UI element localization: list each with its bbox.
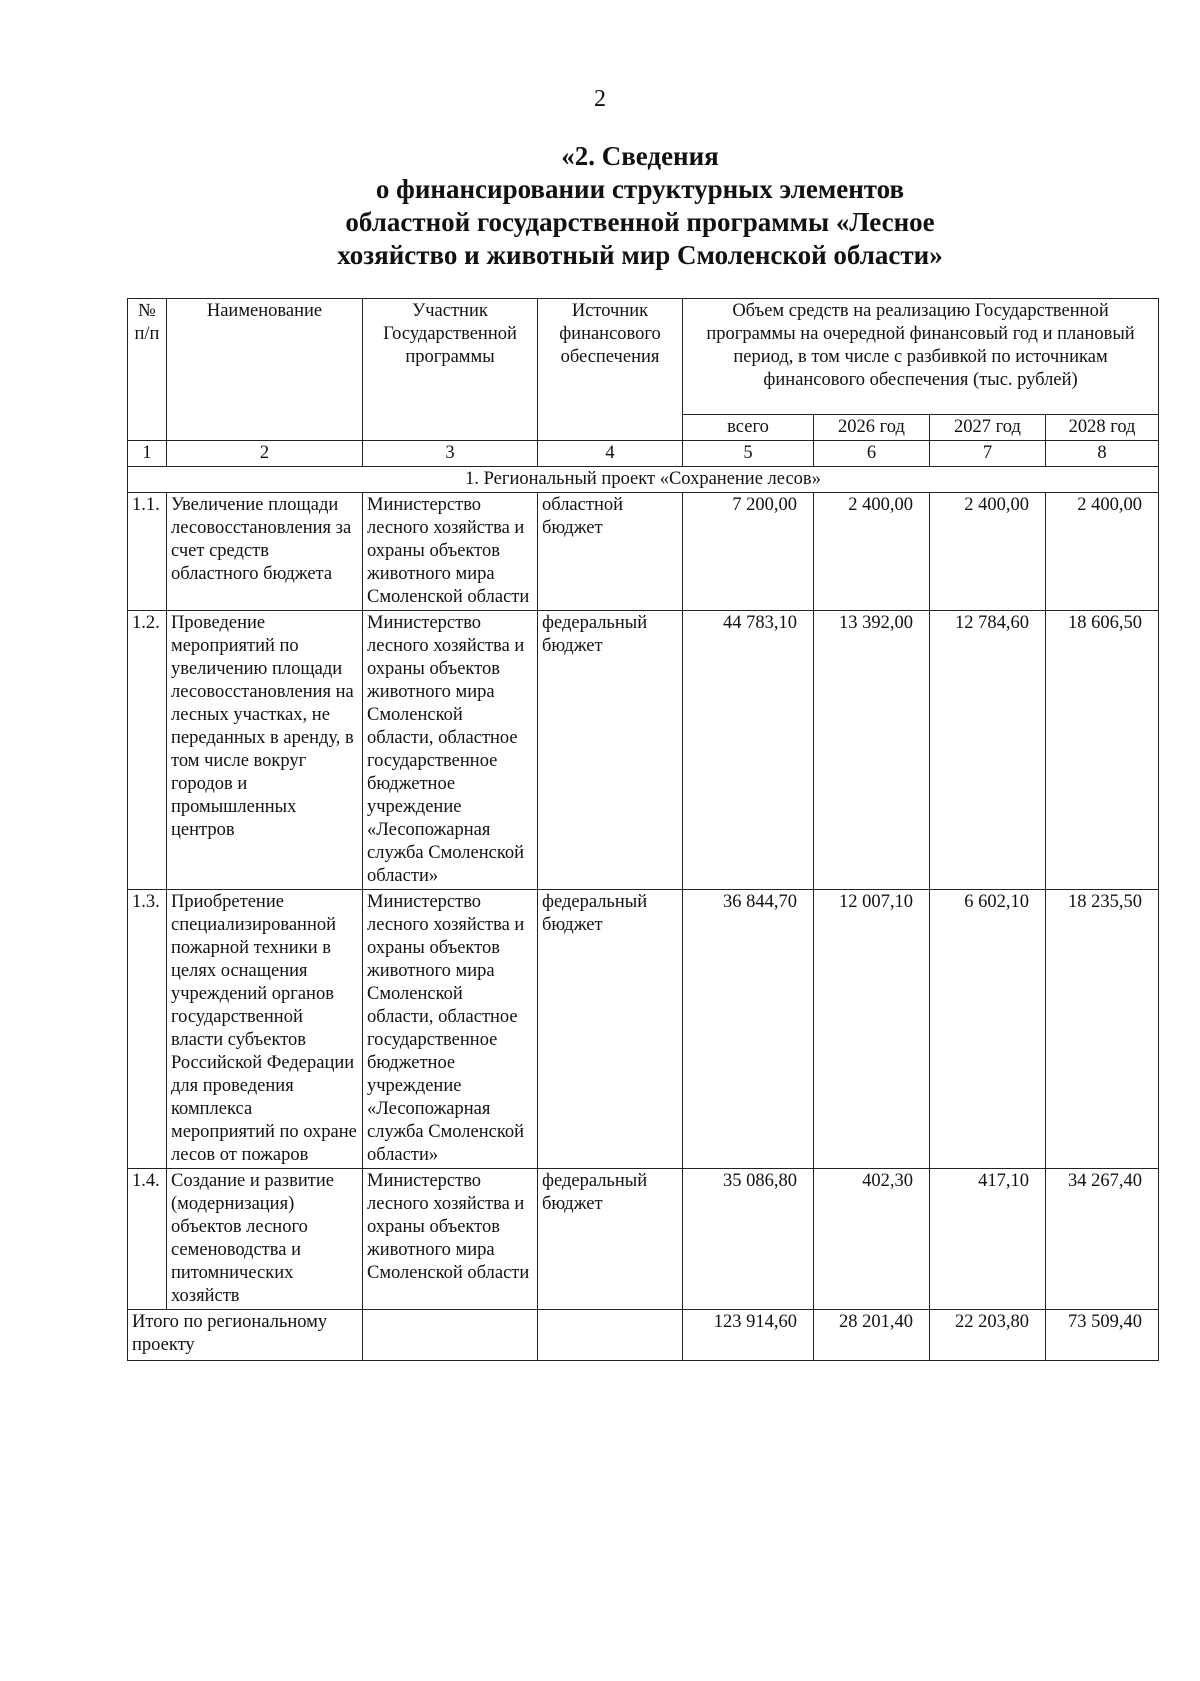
table-row bbox=[128, 1169, 1159, 1310]
row-name: Проведение мероприятий по увеличению площади лесовосстановления на лесных участках, не переданных в аренду, в том числе вокруг городов и промышленных центров bbox=[167, 611, 363, 890]
row-participant: Министерство лесного хозяйства и охраны объектов животного мира Смоленской области bbox=[363, 1169, 538, 1310]
row-name: Создание и развитие (модернизация) объектов лесного семеноводства и питомнических хозяйств bbox=[167, 1169, 363, 1310]
header-total: всего bbox=[683, 415, 814, 441]
row-2027: 2 400,00 bbox=[930, 493, 1046, 611]
summary-2026: 28 201,40 bbox=[814, 1310, 930, 1361]
row-2027: 6 602,10 bbox=[930, 890, 1046, 1169]
header-volume: Объем средств на реализацию Государственной программы на очередной финансовый год и плановый период, в том числе с разбивкой по источникам финансового обеспечения (тыс. рублей) bbox=[683, 299, 1159, 415]
summary-row bbox=[128, 1310, 1159, 1361]
row-source: федеральный бюджет bbox=[538, 890, 683, 1169]
header-name: Наименование bbox=[167, 299, 363, 441]
column-index: 1 bbox=[128, 441, 167, 467]
summary-label: Итого по региональному проекту bbox=[128, 1310, 363, 1361]
column-index: 3 bbox=[363, 441, 538, 467]
row-2028: 18 606,50 bbox=[1046, 611, 1159, 890]
row-2028: 34 267,40 bbox=[1046, 1169, 1159, 1310]
row-2026: 2 400,00 bbox=[814, 493, 930, 611]
summary-2028: 73 509,40 bbox=[1046, 1310, 1159, 1361]
title-line-4: хозяйство и животный мир Смоленской области» bbox=[337, 240, 943, 270]
title-line-3: областной государственной программы «Лесное bbox=[345, 207, 935, 237]
column-index: 5 bbox=[683, 441, 814, 467]
summary-2027: 22 203,80 bbox=[930, 1310, 1046, 1361]
row-2028: 2 400,00 bbox=[1046, 493, 1159, 611]
row-num: 1.2. bbox=[128, 611, 167, 890]
row-name: Увеличение площади лесовосстановления за счет средств областного бюджета bbox=[167, 493, 363, 611]
row-participant: Министерство лесного хозяйства и охраны объектов животного мира Смоленской области, областное государственное бюджетное учреждение «Лесопожарная служба Смоленской области» bbox=[363, 611, 538, 890]
section-title: 1. Региональный проект «Сохранение лесов» bbox=[128, 467, 1159, 493]
table-row bbox=[128, 493, 1159, 611]
title-line-1: «2. Сведения bbox=[561, 141, 719, 171]
row-total: 44 783,10 bbox=[683, 611, 814, 890]
row-num: 1.1. bbox=[128, 493, 167, 611]
row-2026: 12 007,10 bbox=[814, 890, 930, 1169]
title-line-2: о финансировании структурных элементов bbox=[375, 174, 905, 204]
header-participant: Участник Государственной программы bbox=[363, 299, 538, 441]
header-2028: 2028 год bbox=[1046, 415, 1159, 441]
row-participant: Министерство лесного хозяйства и охраны объектов животного мира Смоленской области bbox=[363, 493, 538, 611]
financing-table bbox=[127, 298, 1159, 1361]
row-source: областной бюджет bbox=[538, 493, 683, 611]
row-source: федеральный бюджет bbox=[538, 611, 683, 890]
row-total: 7 200,00 bbox=[683, 493, 814, 611]
row-total: 36 844,70 bbox=[683, 890, 814, 1169]
table-row bbox=[128, 890, 1159, 1169]
row-2026: 402,30 bbox=[814, 1169, 930, 1310]
row-total: 35 086,80 bbox=[683, 1169, 814, 1310]
header-source: Источник финансового обеспечения bbox=[538, 299, 683, 441]
column-index: 7 bbox=[930, 441, 1046, 467]
row-2027: 12 784,60 bbox=[930, 611, 1046, 890]
row-2027: 417,10 bbox=[930, 1169, 1046, 1310]
header-2027: 2027 год bbox=[930, 415, 1046, 441]
summary-source bbox=[538, 1310, 683, 1361]
row-2028: 18 235,50 bbox=[1046, 890, 1159, 1169]
header-num: № п/п bbox=[128, 299, 167, 441]
row-num: 1.3. bbox=[128, 890, 167, 1169]
summary-participant bbox=[363, 1310, 538, 1361]
summary-total: 123 914,60 bbox=[683, 1310, 814, 1361]
row-2026: 13 392,00 bbox=[814, 611, 930, 890]
page-number: 2 bbox=[594, 86, 606, 112]
row-source: федеральный бюджет bbox=[538, 1169, 683, 1310]
row-name: Приобретение специализированной пожарной техники в целях оснащения учреждений органов государственной власти субъектов Российской Федерации для проведения комплекса мероприятий по охране лесов от пожаров bbox=[167, 890, 363, 1169]
document-title bbox=[160, 140, 1120, 272]
column-index: 4 bbox=[538, 441, 683, 467]
column-index: 8 bbox=[1046, 441, 1159, 467]
row-num: 1.4. bbox=[128, 1169, 167, 1310]
table-row bbox=[128, 611, 1159, 890]
header-2026: 2026 год bbox=[814, 415, 930, 441]
column-index-row bbox=[128, 441, 1159, 467]
column-index: 6 bbox=[814, 441, 930, 467]
column-index: 2 bbox=[167, 441, 363, 467]
row-participant: Министерство лесного хозяйства и охраны объектов животного мира Смоленской области, областное государственное бюджетное учреждение «Лесопожарная служба Смоленской области» bbox=[363, 890, 538, 1169]
